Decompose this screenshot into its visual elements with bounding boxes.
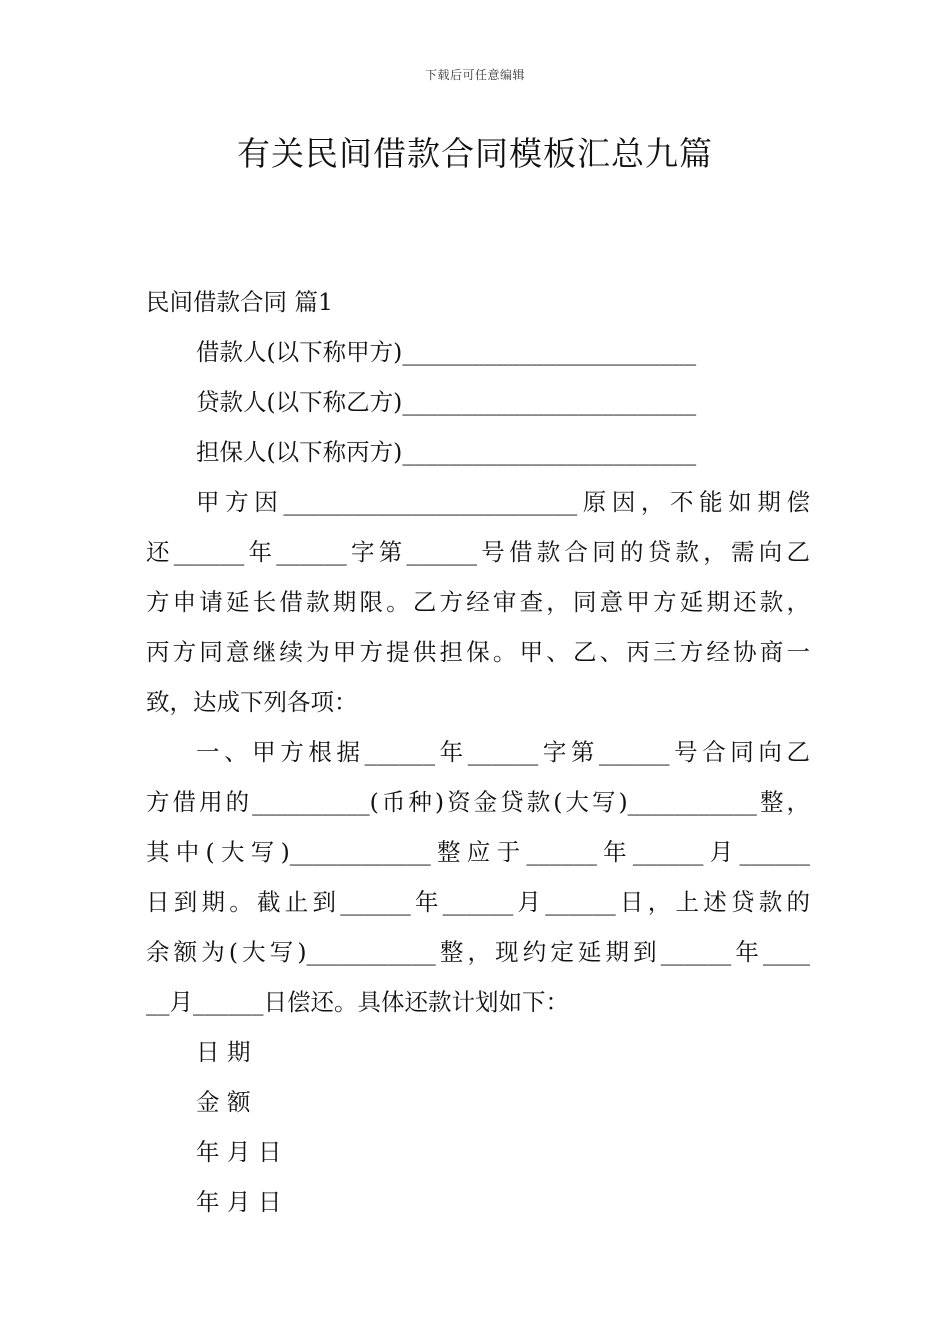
guarantor-line: 担保人(以下称丙方)_________________________ bbox=[196, 438, 697, 466]
schedule-label-date: 日 期 bbox=[196, 1038, 251, 1066]
clause-line: 方借用的__________(币种)资金贷款(大写)___________整， bbox=[146, 788, 810, 816]
document-body bbox=[146, 277, 810, 1227]
clause-line: 日到期。截止到______年______月______日，上述贷款的 bbox=[146, 888, 810, 916]
schedule-row: 年 月 日 bbox=[196, 1138, 282, 1166]
header-note: 下载后可任意编辑 bbox=[424, 68, 525, 82]
paragraph-line: 致，达成下列各项： bbox=[146, 688, 358, 716]
section-heading: 民间借款合同 篇1 bbox=[146, 288, 333, 316]
clause-line: 余额为(大写)___________整，现约定延期到______年____ bbox=[146, 938, 810, 966]
paragraph-line: 丙方同意继续为甲方提供担保。甲、乙、丙三方经协商一 bbox=[146, 638, 810, 666]
clause-line: __月______日偿还。具体还款计划如下： bbox=[146, 988, 569, 1016]
borrower-line: 借款人(以下称甲方)_________________________ bbox=[196, 338, 697, 366]
document-title: 有关民间借款合同模板汇总九篇 bbox=[237, 134, 713, 173]
schedule-label-amount: 金 额 bbox=[196, 1088, 251, 1116]
clause-line: 其中(大写)____________整应于______年______月______ bbox=[146, 838, 810, 866]
lender-line: 贷款人(以下称乙方)_________________________ bbox=[196, 388, 697, 416]
paragraph-line: 方申请延长借款期限。乙方经审查，同意甲方延期还款， bbox=[146, 588, 810, 616]
paragraph-line: 还______年______字第______号借款合同的贷款，需向乙 bbox=[146, 538, 810, 566]
schedule-row: 年 月 日 bbox=[196, 1188, 282, 1216]
paragraph-line: 甲方因_________________________原因，不能如期偿 bbox=[196, 488, 810, 516]
clause-line: 一、甲方根据______年______字第______号合同向乙 bbox=[196, 738, 810, 766]
